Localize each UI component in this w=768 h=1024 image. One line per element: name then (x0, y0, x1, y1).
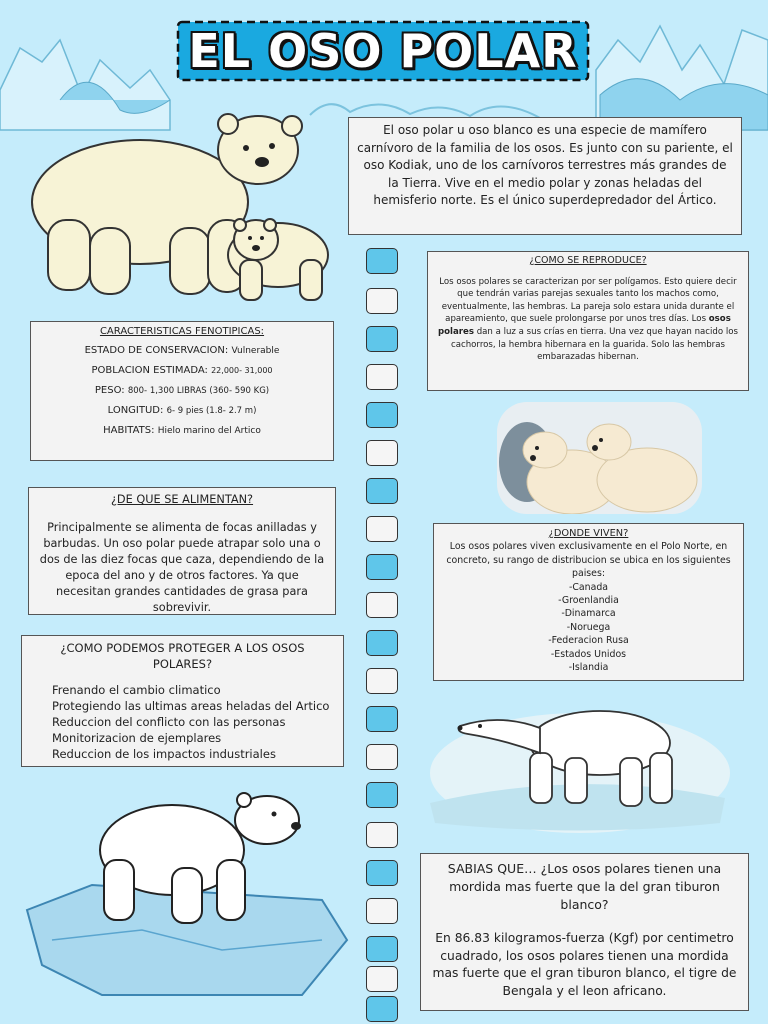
page-title: EL OSO POLAR (188, 24, 578, 78)
habitat-text: Los osos polares viven exclusivamente en el Polo Norte, en concreto, su rango de distribucion se ubica en los siguientes paises: (446, 541, 731, 580)
characteristics-heading: CARACTERISTICAS FENOTIPICAS: (99, 326, 265, 337)
square-marker (366, 668, 398, 694)
protect-item: Monitorizacion de ejemplares (52, 731, 222, 745)
square-marker (366, 860, 398, 886)
walking-polar-bear-illustration (420, 698, 730, 838)
country-item: -Noruega (566, 621, 611, 633)
square-marker (366, 936, 398, 962)
protect-item: Frenando el cambio climatico (52, 683, 221, 697)
protect-item: Reduccion del conflicto con las personas (52, 715, 286, 729)
protect-item: Protegiendo las ultimas areas heladas del Artico (52, 699, 330, 713)
characteristic-row: HABITATS: Hielo marino del Artico (103, 425, 261, 436)
square-marker (366, 554, 398, 580)
square-marker (366, 440, 398, 466)
characteristic-row: POBLACION ESTIMADA: 22,000- 31,000 (91, 365, 273, 376)
reproduce-box (427, 251, 749, 391)
square-marker (366, 516, 398, 542)
square-marker (366, 822, 398, 848)
fun-fact-box (420, 853, 749, 1011)
country-item: -Dinamarca (561, 608, 616, 620)
characteristic-row: LONGITUD: 6- 9 pies (1.8- 2.7 m) (107, 405, 257, 416)
reproduce-heading: ¿COMO SE REPRODUCE? (529, 255, 647, 266)
country-item: -Islandia (568, 662, 609, 674)
square-marker (366, 966, 398, 992)
square-marker (366, 326, 398, 352)
square-marker (366, 402, 398, 428)
diet-heading: ¿DE QUE SE ALIMENTAN? (110, 493, 254, 506)
square-marker (366, 996, 398, 1022)
country-item: -Estados Unidos (550, 648, 627, 660)
characteristics-box (30, 321, 334, 461)
country-item: -Canada (568, 581, 609, 593)
square-marker (366, 478, 398, 504)
square-marker (366, 706, 398, 732)
fun-fact-text: En 86.83 kilogramos-fuerza (Kgf) por centimetro cuadrado, los osos polares tienen una mordida mas fuerte que el gran tiburon blanco, el tigre de Bengala y el leon africano. (432, 931, 737, 998)
characteristic-row: PESO: 800- 1,300 LIBRAS (360- 590 KG) (94, 385, 270, 396)
characteristic-row: ESTADO DE CONSERVACION: Vulnerable (84, 345, 280, 356)
intro-box (348, 117, 742, 235)
polar-bear-cubs-photo (497, 402, 702, 514)
square-marker (366, 782, 398, 808)
title-banner (170, 14, 596, 88)
intro-text: El oso polar u oso blanco es una especie de mamífero carnívoro de la familia de los osos. Es junto con su pariente, el oso Kodiak, uno de los carnívoros terrestres más grandes de la Tierra. Vive en el medio polar y zonas heladas del hemisferio norte. Es el único superdepredador del Ártico. (357, 123, 733, 207)
protect-box (21, 635, 344, 767)
square-marker (366, 744, 398, 770)
square-marker (366, 364, 398, 390)
square-marker (366, 248, 398, 274)
protect-item: Reduccion de los impactos industriales (52, 747, 276, 761)
diet-text: Principalmente se alimenta de focas anilladas y barbudas. Un oso polar puede atrapar solo una o dos de las diez focas que caza, dependiendo de la epoca del ano y de otros factores. Ya que necesitan grandes cantidades de grasa para sobrevivir. (39, 521, 325, 614)
protect-heading: ¿COMO PODEMOS PROTEGER A LOS OSOS POLARES? (60, 641, 305, 671)
square-marker (366, 898, 398, 924)
habitat-heading: ¿DONDE VIVEN? (548, 528, 629, 539)
fun-fact-heading: SABIAS QUE… ¿Los osos polares tienen una mordida mas fuerte que la del gran tiburon blanco? (447, 861, 722, 912)
reproduce-text: Los osos polares se caracterizan por ser polígamos. Esto quiere decir que tendrán varias parejas sexuales tanto los machos como, eventualmente, las hembras. La pareja solo estara unida durante el apareamiento, que suele prolongarse por unos tres días. Los osos polares dan a luz a sus crías en tierra. Una vez que hayan nacido los cachorros, la hembra hibernara en la guarida. Solo las hembras embarazadas hibernan. (437, 276, 738, 363)
habitat-box (433, 523, 744, 681)
square-marker (366, 592, 398, 618)
square-marker (366, 630, 398, 656)
diet-box (28, 487, 336, 615)
country-item: -Groenlandia (558, 595, 619, 607)
polar-bear-on-ice-illustration (22, 790, 352, 1000)
polar-bear-with-cub-illustration (30, 110, 340, 310)
square-marker (366, 288, 398, 314)
country-item: -Federacion Rusa (548, 635, 629, 647)
